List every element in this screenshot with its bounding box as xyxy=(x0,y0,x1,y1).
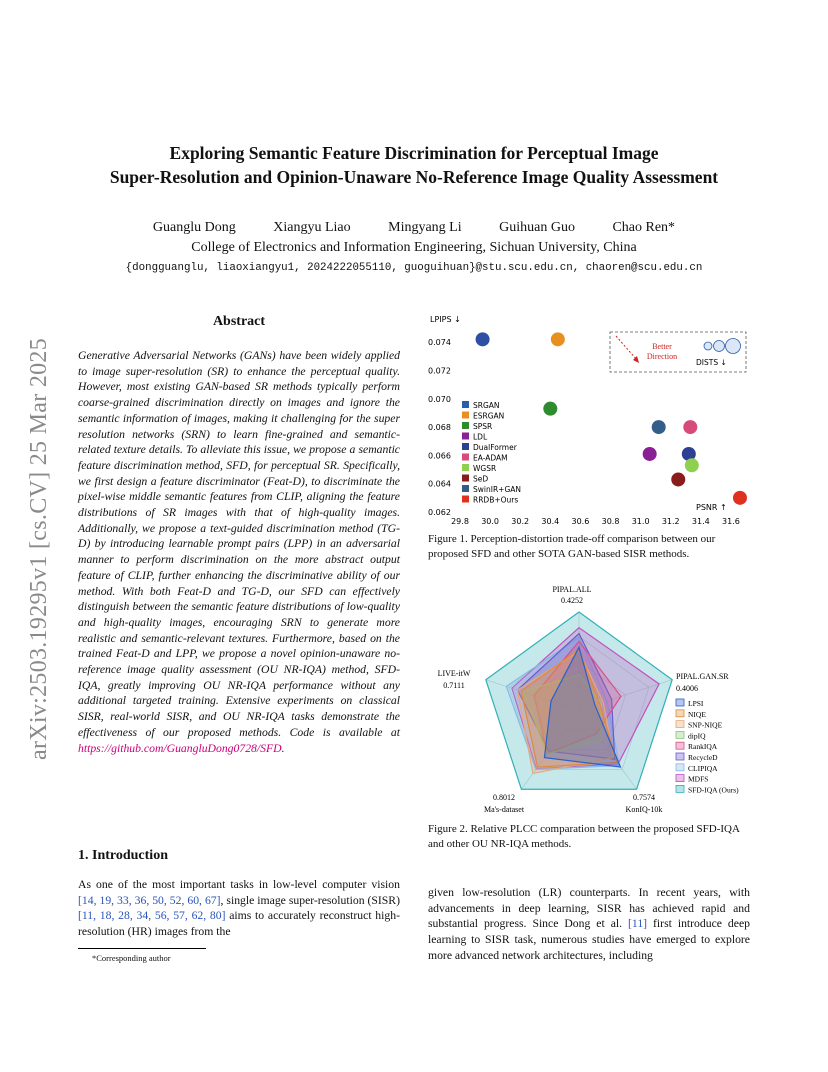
radar-axis-label: Ma's-dataset xyxy=(483,805,525,814)
radar-legend-label: MDFS xyxy=(688,774,709,784)
radar-axis-max: 0.7111 xyxy=(443,681,465,690)
radar-legend-swatch xyxy=(676,785,684,792)
arxiv-identifier: arXiv:2503.19295v1 [cs.CV] 25 Mar 2025 xyxy=(26,337,52,760)
legend-label: SPSR xyxy=(473,422,493,431)
x-tick-label: 30.2 xyxy=(511,517,530,526)
abstract-body: Generative Adversarial Networks (GANs) have been widely applied to image super-resolution (SR) to enhance the perceptual quality. However, most existing GAN-based SR methods typically perform coarse-grained discrimination directly on images and ignore the semantic information of images, making it challenging for the super resolution networks (SRN) to learn fine-grained and semantic-related texture details. To alleviate this issue, we propose a semantic feature discrimination method, SFD, for perceptual SR. Specifically, we first design a feature discriminator (Feat-D), to discriminate the pixel-wise middle semantic features from CLIP, aligning the feature distributions of SR images with that of high-quality images. Additionally, we propose a text-guided discrimination method (TG-D) by introducing learnable prompt pairs (LPP) in an adversarial manner to perform discrimination on the more abstract output feature of CLIP, further enhancing the discriminative ability of our method. With both Feat-D and TG-D, our SFD can effectively distinguish between the semantic feature distributions of low-quality and high-quality images, encouraging SRN to generate more realistic and semantic-relevant textures. Furthermore, based on the trained Feat-D and LPP, we propose a novel opinion-unaware no-reference image quality assessment (OU NR-IQA) method, SFD-IQA, greatly improving OU NR-IQA performance without any additional targeted training. Extensive experiments on classical SISR, real-world SISR, and OU NR-IQA tasks demonstrate the effectiveness of our proposed methods. Code is available at https://github.com/GuangluDong0728/SFD. xyxy=(78,349,400,755)
legend-label: RRDB+Ours xyxy=(473,495,519,505)
y-tick-label: 0.066 xyxy=(428,451,451,461)
legend-swatch xyxy=(462,401,469,408)
y-tick-label: 0.064 xyxy=(428,479,451,489)
y-tick-label: 0.074 xyxy=(428,338,451,348)
right-text-1: given low-resolution (LR) counterparts. In recent years, with advancements in deep learning, SISR has achieved rapid and substantial progress. Since Dong et al. xyxy=(428,886,750,931)
data-point xyxy=(685,458,699,472)
radar-legend-swatch xyxy=(676,710,684,717)
intro-text-3: aims to accurately reconstruct high-resolution (HR) images from the xyxy=(78,909,400,939)
x-tick-label: 31.6 xyxy=(722,517,740,526)
x-tick-label: 31.4 xyxy=(691,517,710,526)
size-legend-circle xyxy=(726,339,741,354)
size-legend-label: DISTS ↓ xyxy=(696,358,727,367)
paper-title-line-2: Super-Resolution and Opinion-Unaware No-Reference Image Quality Assessment xyxy=(109,167,719,187)
radar-legend-label: RankIQA xyxy=(688,742,718,752)
radar-legend-swatch xyxy=(676,699,684,706)
abstract-heading: Abstract xyxy=(212,314,266,329)
size-legend-circle xyxy=(704,342,712,350)
affiliation: College of Electronics and Information Engineering, Sichuan University, China xyxy=(191,240,637,255)
legend-swatch xyxy=(462,496,469,503)
figure-1-caption: Figure 1. Perception-distortion trade-off comparison between our proposed SFD and other SOTA GAN-based SISR methods. xyxy=(428,533,716,560)
legend-label: DualFormer xyxy=(473,443,517,452)
author-list xyxy=(0,220,828,236)
radar-legend-label: LPSI xyxy=(688,699,704,708)
footnote-rule xyxy=(78,948,206,949)
intro-continued-paragraph xyxy=(428,885,750,964)
data-point xyxy=(543,402,557,416)
radar-axis-max: 0.4252 xyxy=(561,596,583,605)
y-tick-label: 0.068 xyxy=(428,423,451,433)
right-text-2: first introduce deep learning to SISR task, numerous studies have emerged to explore more advanced network architectures, including xyxy=(428,917,750,962)
data-point xyxy=(683,420,697,434)
better-direction-arrow xyxy=(616,336,637,360)
legend-swatch xyxy=(462,475,469,482)
radar-axis-max: 0.8012 xyxy=(493,793,515,802)
figure-2-caption: Figure 2. Relative PLCC comparation between the proposed SFD-IQA and other OU NR-IQA methods. xyxy=(428,823,740,850)
x-axis-label: PSNR ↑ xyxy=(696,503,727,512)
legend-swatch xyxy=(462,412,469,419)
radar-legend-swatch xyxy=(676,721,684,728)
radar-axis-label: PIPAL.ALL xyxy=(552,585,592,594)
radar-axis-label: KonIQ-10k xyxy=(625,805,663,814)
radar-axis-max: 0.7574 xyxy=(633,793,655,802)
legend-swatch xyxy=(462,443,469,450)
legend-swatch xyxy=(462,433,469,440)
radar-legend-swatch xyxy=(676,753,684,760)
radar-axis-label: PIPAL.GAN.SR xyxy=(676,672,729,681)
footnote: *Corresponding author xyxy=(92,953,171,963)
x-tick-label: 30.6 xyxy=(571,517,590,526)
data-point xyxy=(652,420,666,434)
radar-axis-label: LIVE-itW xyxy=(437,669,471,678)
legend-swatch xyxy=(462,464,469,471)
radar-legend-swatch xyxy=(676,742,684,749)
x-tick-label: 29.8 xyxy=(451,517,469,526)
y-tick-label: 0.062 xyxy=(428,508,451,517)
radar-legend-label: NIQE xyxy=(688,709,706,719)
radar-legend-label: CLIPIQA xyxy=(688,763,718,773)
legend-label: SeD xyxy=(473,474,489,484)
legend-label: LDL xyxy=(473,432,488,442)
x-tick-label: 31.2 xyxy=(661,517,680,526)
radar-legend-label: dipIQ xyxy=(688,731,706,741)
intro-paragraph xyxy=(78,877,400,940)
figure-2-radar-chart xyxy=(424,578,756,820)
data-point xyxy=(551,332,565,346)
data-point xyxy=(671,472,685,486)
legend-label: WGSR xyxy=(473,464,497,473)
abstract-text: Generative Adversarial Networks (GANs) have been widely applied to image super-resolution (SR) to enhance the perceptual quality. However, most existing GAN-based SR methods typically perform coarse-grained discrimination directly on images and ignore the semantic information of images, making it challenging for the super resolution networks (SRN) to learn fine-grained and semantic-related texture details. To alleviate this issue, we propose a semantic feature discrimination method, SFD, for perceptual SR. Specifically, we first design a feature discriminator (Feat-D), to discriminate the pixel-wise middle semantic features from CLIP, aligning the feature distributions of SR images with that of high-quality images. Additionally, we propose a text-guided discrimination method (TG-D) by introducing learnable prompt pairs (LPP) in an adversarial manner to perform discrimination on the more abstract output feature of CLIP, further enhancing the discriminative ability of our method. With both Feat-D and TG-D, our SFD can effectively distinguish between the semantic feature distributions of low-quality and high-quality images, encouraging SRN to generate more realistic and semantic-relevant textures. Furthermore, based on the trained Feat-D and LPP, we propose a novel opinion-unaware no-reference image quality assessment (OU NR-IQA) method, SFD-IQA, greatly improving OU NR-IQA performance without any additional targeted training. Extensive experiments on classical SISR, real-world SISR, and OU NR-IQA tasks demonstrate the effectiveness of our proposed methods. Code is available at xyxy=(78,349,400,739)
radar-legend-label: RecycleD xyxy=(688,753,718,762)
radar-legend-swatch xyxy=(676,764,684,771)
radar-legend-label: SNP-NIQE xyxy=(688,720,723,730)
x-tick-label: 30.0 xyxy=(481,517,500,526)
legend-swatch xyxy=(462,454,469,461)
legend-label: ESRGAN xyxy=(473,411,505,421)
author-emails: {dongguanglu, liaoxiangyu1, 2024222055110, guoguihuan}@stu.scu.edu.cn, chaoren@scu.edu.cn xyxy=(125,262,703,274)
paper-title-line-1: Exploring Semantic Feature Discrimination for Perceptual Image xyxy=(169,143,659,163)
arrow-head xyxy=(633,356,639,363)
citation-dong[interactable]: [11] xyxy=(628,917,648,931)
size-legend-circle xyxy=(714,341,725,352)
legend-label: SwinIR+GAN xyxy=(473,485,521,494)
legend-label: SRGAN xyxy=(473,401,500,410)
citation-group-1[interactable]: [14, 19, 33, 36, 50, 52, 60, 67] xyxy=(78,893,221,907)
radar-legend-swatch xyxy=(676,731,684,738)
figure-1-scatter-chart xyxy=(424,310,756,528)
intro-text-1: As one of the most important tasks in low-level computer vision xyxy=(78,878,400,891)
legend-swatch xyxy=(462,485,469,492)
y-axis-label: LPIPS ↓ xyxy=(430,315,461,324)
annotation-text-1: Better xyxy=(652,342,672,351)
author-3: Mingyang Li xyxy=(388,220,462,235)
radar-legend-label: SFD-IQA (Ours) xyxy=(688,785,739,795)
legend-swatch xyxy=(462,422,469,429)
x-tick-label: 31.0 xyxy=(631,517,650,526)
data-point xyxy=(733,491,747,505)
author-5: Chao Ren* xyxy=(612,220,676,235)
code-link[interactable]: https://github.com/GuangluDong0728/SFD xyxy=(78,741,282,755)
data-point xyxy=(643,447,657,461)
y-tick-label: 0.072 xyxy=(428,366,451,376)
legend-label: EA-ADAM xyxy=(473,453,508,463)
citation-group-2[interactable]: [11, 18, 28, 34, 56, 57, 62, 80] xyxy=(78,909,226,923)
x-tick-label: 30.4 xyxy=(541,517,560,526)
annotation-text-2: Direction xyxy=(646,352,678,361)
intro-text-2: , single image super-resolution (SISR) xyxy=(220,893,400,907)
data-point xyxy=(476,332,490,346)
radar-axis-max: 0.4006 xyxy=(676,684,698,693)
author-2: Xiangyu Liao xyxy=(273,220,351,235)
author-1: Guanglu Dong xyxy=(152,220,236,235)
y-tick-label: 0.070 xyxy=(428,394,451,404)
author-4: Guihuan Guo xyxy=(499,220,575,235)
radar-legend-swatch xyxy=(676,775,684,782)
section-heading-introduction: 1. Introduction xyxy=(78,848,168,863)
x-tick-label: 30.8 xyxy=(601,517,620,526)
